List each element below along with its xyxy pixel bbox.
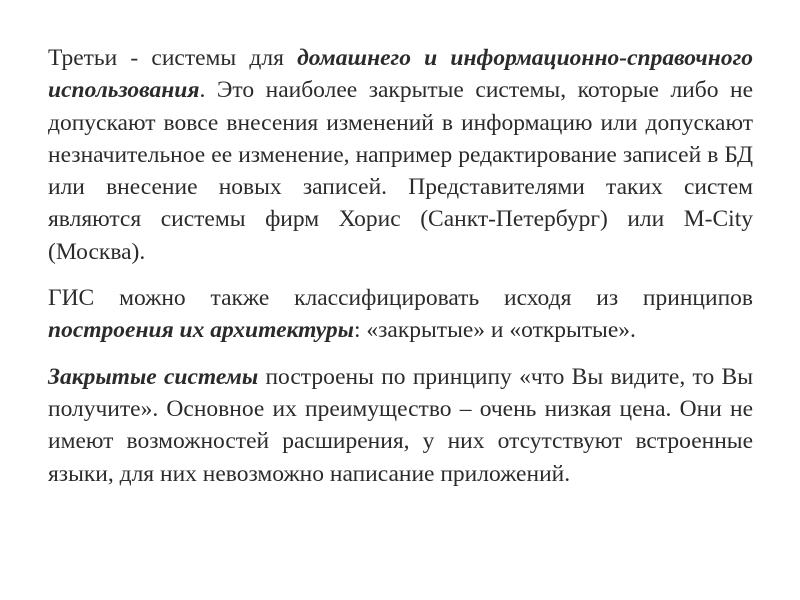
- paragraph2-text-start: ГИС можно также классифицировать исходя из принципов: [48, 285, 753, 312]
- paragraph1-text-end: . Это наиболее закрытые системы, которые либо не допускают вовсе внесения изменений в информацию или допускают незначительное ее изменение, например редактирование записей в БД или внесение новых записей. Представителями таких систем являются системы фирм Хорис (Санкт-Петербург) или M-City (Москва).: [48, 77, 753, 265]
- paragraph-closed-systems: [48, 361, 753, 490]
- paragraph-home-systems: [48, 42, 753, 268]
- paragraph1-text-start: Третьи - системы для: [48, 45, 298, 71]
- paragraph3-text: построены по принципу «что Вы видите, то Вы получите». Основное их преимущество – очень низкая цена. Они не имеют возможностей расширения, у них отсутствуют встроенные языки, для них невозможно написание приложений.: [48, 363, 753, 487]
- paragraph3-emphasis: Закрытые системы: [48, 363, 259, 390]
- paragraph1-emphasis: домашнего и информационно-справочного использования: [48, 45, 753, 104]
- paragraph-architecture-classification: [48, 282, 753, 347]
- paragraph2-emphasis: построения их архитектуры: [48, 317, 354, 344]
- paragraph2-text-end: : «закрытые» и «открытые».: [353, 317, 636, 344]
- document-page: [48, 42, 753, 490]
